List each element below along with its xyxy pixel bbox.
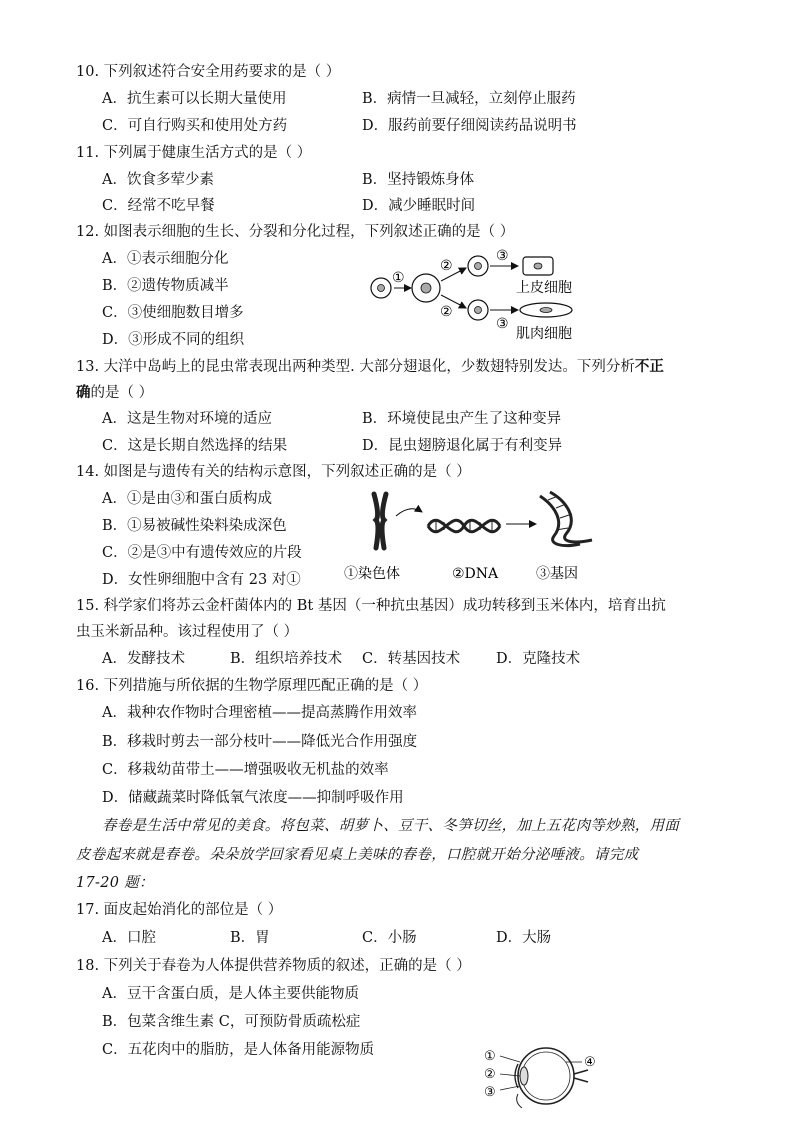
- eye-label-1: ①: [484, 1049, 496, 1064]
- muscle-label: 肌肉细胞: [516, 326, 572, 342]
- q17-option-b[interactable]: B．胃: [230, 930, 270, 946]
- q10-stem: 10. 下列叙述符合安全用药要求的是（ ）: [76, 64, 341, 80]
- q13-option-d[interactable]: D．昆虫翅膀退化属于有利变异: [362, 438, 563, 454]
- q15-stem-line1: 15. 科学家们将苏云金杆菌体内的 Bt 基因（一种抗虫基因）成功转移到玉米体内，培育出抗: [76, 598, 666, 614]
- q11-option-b[interactable]: B．坚持锻炼身体: [362, 172, 475, 188]
- q13-stem-text: 13. 大洋中岛屿上的昆虫常表现出两种类型. 大部分翅退化，少数翅特别发达。下列分析: [76, 359, 635, 375]
- q13-option-c[interactable]: C．这是长期自然选择的结果: [102, 438, 288, 454]
- intro-line3: 17-20 题：: [76, 875, 154, 891]
- label-1: ①: [392, 270, 405, 286]
- q14-option-a[interactable]: A．①是由③和蛋白质构成: [102, 491, 272, 507]
- q18-stem: 18. 下列关于春卷为人体提供营养物质的叙述，正确的是（ ）: [76, 958, 471, 974]
- q17-option-a[interactable]: A．口腔: [102, 930, 156, 946]
- q12-option-a[interactable]: A．①表示细胞分化: [102, 251, 229, 267]
- chromosome-dna-gene-diagram: [340, 486, 602, 586]
- q14-stem: 14. 如图是与遗传有关的结构示意图，下列叙述正确的是（ ）: [76, 464, 471, 480]
- chromosome-icon: [374, 494, 386, 548]
- eye-diagram: [478, 1040, 602, 1110]
- q13-option-a[interactable]: A．这是生物对环境的适应: [102, 411, 272, 427]
- q11-option-c[interactable]: C．经常不吃早餐: [102, 198, 215, 214]
- q16-option-a[interactable]: A．栽种农作物时合理密植——提高蒸腾作用效率: [102, 705, 417, 721]
- eye-label-3: ③: [484, 1085, 496, 1100]
- q17-stem: 17. 面皮起始消化的部位是（ ）: [76, 902, 283, 918]
- q15-option-c[interactable]: C．转基因技术: [362, 651, 461, 667]
- q11-option-d[interactable]: D．减少睡眠时间: [362, 198, 476, 214]
- q13-stem-line1: [76, 357, 664, 377]
- gene-segment-icon: [540, 492, 592, 546]
- q11-option-a[interactable]: A．饮食多荤少素: [102, 172, 214, 188]
- eyeball-icon: [515, 1048, 588, 1108]
- q12-option-d[interactable]: D．③形成不同的组织: [102, 332, 245, 348]
- label-3-top: ③: [496, 248, 509, 264]
- q18-option-a[interactable]: A．豆干含蛋白质，是人体主要供能物质: [102, 986, 359, 1002]
- chromosome-label: ①染色体: [344, 566, 400, 582]
- q16-option-c[interactable]: C．移栽幼苗带土——增强吸收无机盐的效率: [102, 762, 389, 778]
- label-2-top: ②: [440, 258, 453, 274]
- q18-option-c[interactable]: C．五花肉中的脂肪，是人体备用能源物质: [102, 1042, 375, 1058]
- q10-option-c[interactable]: C．可自行购买和使用处方药: [102, 118, 288, 134]
- q10-option-d[interactable]: D．服药前要仔细阅读药品说明书: [362, 118, 577, 134]
- q10-option-b[interactable]: B．病情一旦减轻，立刻停止服药: [362, 91, 576, 107]
- q17-option-c[interactable]: C．小肠: [362, 930, 417, 946]
- q13-stem-text-2: 的是（ ）: [90, 385, 154, 401]
- q17-option-d[interactable]: D．大肠: [496, 930, 552, 946]
- epithelial-label: 上皮细胞: [516, 280, 572, 296]
- q16-stem: 16. 下列措施与所依据的生物学原理匹配正确的是（ ）: [76, 678, 428, 694]
- eye-label-4: ④: [584, 1055, 596, 1070]
- intro-line1: 春卷是生活中常见的美食。将包菜、胡萝卜、豆干、冬笋切丝，加上五花肉等炒熟，用面: [102, 818, 680, 834]
- q14-option-c[interactable]: C．②是③中有遗传效应的片段: [102, 545, 302, 561]
- q12-option-c[interactable]: C．③使细胞数目增多: [102, 305, 244, 321]
- q15-option-a[interactable]: A．发酵技术: [102, 651, 185, 667]
- q14-option-b[interactable]: B．①易被碱性染料染成深色: [102, 518, 287, 534]
- label-2-bottom: ②: [440, 304, 453, 320]
- q13-emphasis-2: 确: [76, 384, 91, 401]
- q13-stem-line2: [76, 383, 153, 403]
- q11-stem: 11. 下列属于健康生活方式的是（ ）: [76, 145, 312, 161]
- gene-label: ③基因: [536, 566, 578, 582]
- dna-label: ②DNA: [452, 566, 499, 582]
- q14-option-d[interactable]: D．女性卵细胞中含有 23 对①: [102, 572, 301, 588]
- q12-option-b[interactable]: B．②遗传物质减半: [102, 278, 229, 294]
- eye-label-2: ②: [484, 1067, 496, 1082]
- q15-stem-line2: 虫玉米新品种。该过程使用了（ ）: [76, 624, 299, 640]
- q18-option-b[interactable]: B．包菜含维生素 C，可预防骨质疏松症: [102, 1014, 361, 1030]
- q13-option-b[interactable]: B．环境使昆虫产生了这种变异: [362, 411, 562, 427]
- q16-option-d[interactable]: D．储藏蔬菜时降低氧气浓度——抑制呼吸作用: [102, 790, 404, 806]
- q15-option-d[interactable]: D．克隆技术: [496, 651, 581, 667]
- dna-helix-icon: [428, 519, 500, 533]
- cell-division-diagram: [368, 244, 598, 344]
- q12-stem: 12. 如图表示细胞的生长、分裂和分化过程，下列叙述正确的是（ ）: [76, 224, 515, 240]
- intro-line2: 皮卷起来就是春卷。朵朵放学回家看见桌上美味的春卷，口腔就开始分泌唾液。请完成: [76, 847, 639, 863]
- q16-option-b[interactable]: B．移栽时剪去一部分枝叶——降低光合作用强度: [102, 734, 418, 750]
- q13-emphasis: 不正: [634, 358, 664, 375]
- label-3-bottom: ③: [496, 316, 509, 332]
- q15-option-b[interactable]: B．组织培养技术: [230, 651, 343, 667]
- q10-option-a[interactable]: A．抗生素可以长期大量使用: [102, 91, 287, 107]
